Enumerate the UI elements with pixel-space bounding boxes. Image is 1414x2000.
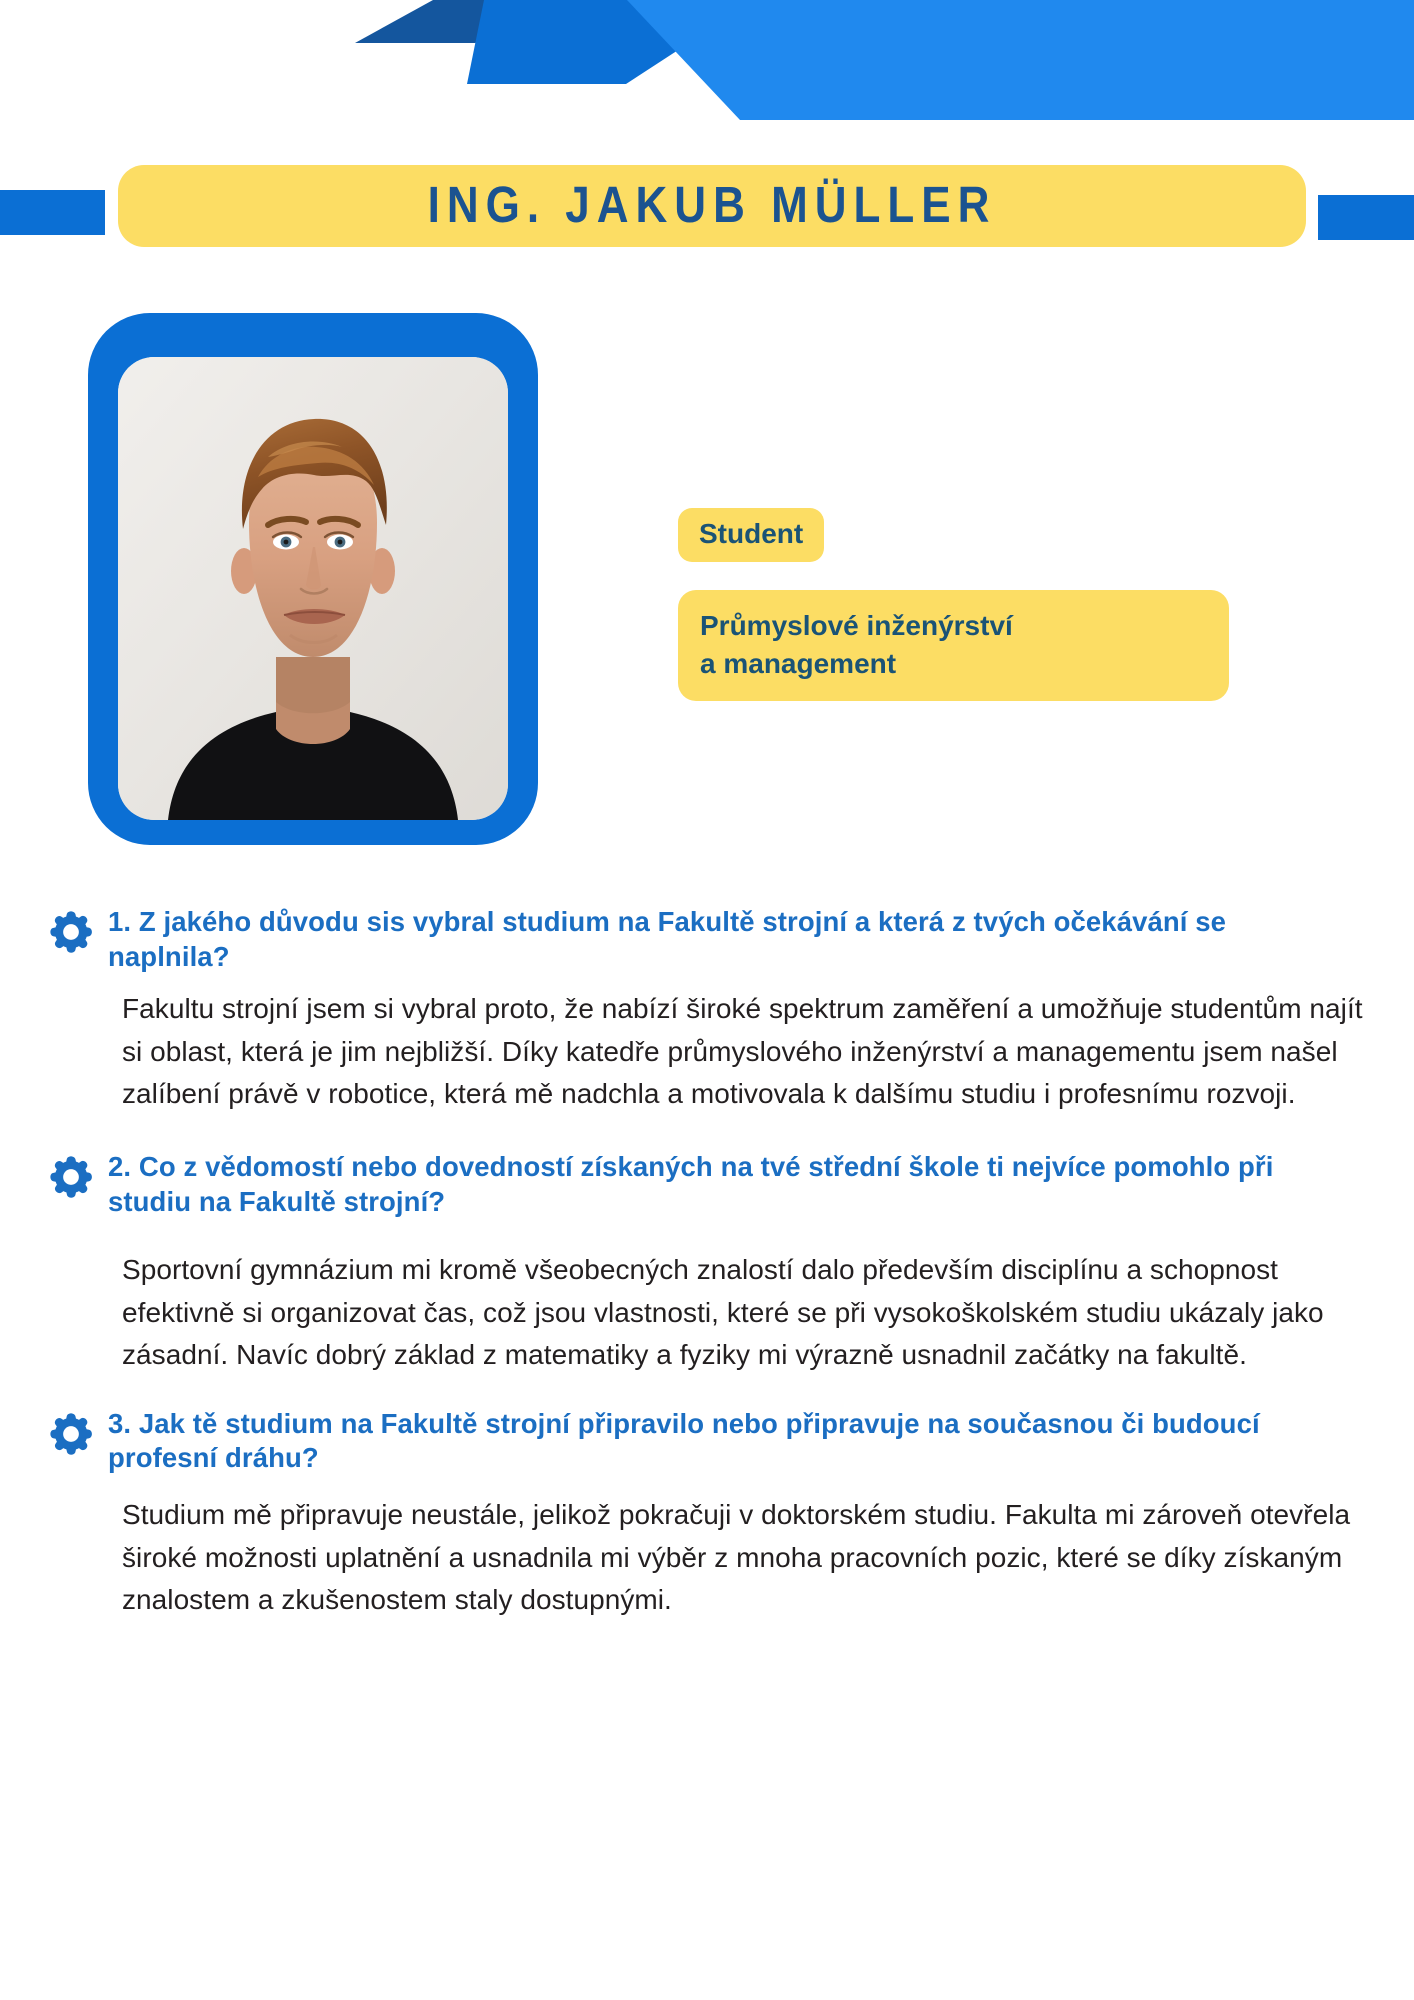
decorative-parallelograms [0, 0, 1414, 130]
portrait-illustration [118, 357, 508, 820]
answer-text-1: Fakultu strojní jsem si vybral proto, že nabízí široké spektrum zaměření a umožňuje studentům najít si oblast, která je jim nejbližší. Díky katedře průmyslového inženýrství a managementu jsem našel zalíbení právě v robotice, která mě nadchla a motivovala k dalšímu studiu i profesnímu rozvoji. [122, 993, 1363, 1110]
header-decoration [0, 0, 1414, 130]
gear-icon [48, 909, 94, 955]
answer-text-3: Studium mě připravuje neustále, jelikož pokračuji v doktorském studiu. Fakulta mi zároveň otevřela široké možnosti uplatnění a usnadnila mi výběr z mnoha pracovních pozic, které se díky získaným znalostem a zkušenostem staly dostupnými. [122, 1499, 1351, 1616]
gear-icon [48, 1411, 94, 1457]
program-badge-line1: Průmyslové inženýrství [700, 610, 1013, 641]
answer-text-2: Sportovní gymnázium mi kromě všeobecných znalostí dalo především disciplínu a schopnost efektivně si organizovat čas, což jsou vlastnosti, které se při vysokoškolském studiu ukázaly jako zásadní. Navíc dobrý základ z matematiky a fyziky mi výrazně usnadnil začátky na fakultě. [122, 1254, 1324, 1371]
program-badge-line2: a management [700, 647, 897, 679]
page-title: ING. JAKUB MÜLLER [427, 177, 997, 234]
qa-block-1 [0, 905, 1414, 1116]
question-row-1 [0, 905, 1414, 974]
gear-icon [48, 1154, 94, 1200]
question-text-3: 3. Jak tě studium na Fakultě strojní připravilo nebo připravuje na současnou či budoucí profesní dráhu? [108, 1407, 1260, 1474]
question-row-3 [0, 1407, 1414, 1476]
qa-block-3 [0, 1407, 1414, 1622]
role-badge-label: Student [699, 518, 804, 549]
question-row-2 [0, 1150, 1414, 1219]
role-badge [678, 508, 824, 562]
title-banner [0, 150, 1414, 234]
banner-accent-right [1318, 195, 1414, 240]
qa-block-2 [0, 1150, 1414, 1377]
banner-accent-left [0, 190, 105, 235]
qa-section [0, 905, 1414, 1622]
title-pill [118, 165, 1306, 247]
portrait-frame [88, 313, 538, 845]
question-text-1: 1. Z jakého důvodu sis vybral studium na Fakultě strojní a která z tvých očekávání se naplnila? [108, 906, 1227, 972]
question-text-2: 2. Co z vědomostí nebo dovedností získaných na tvé střední škole ti nejvíce pomohlo při studiu na Fakultě strojní? [108, 1150, 1274, 1217]
portrait-photo [118, 357, 508, 820]
program-badge [678, 590, 1229, 701]
